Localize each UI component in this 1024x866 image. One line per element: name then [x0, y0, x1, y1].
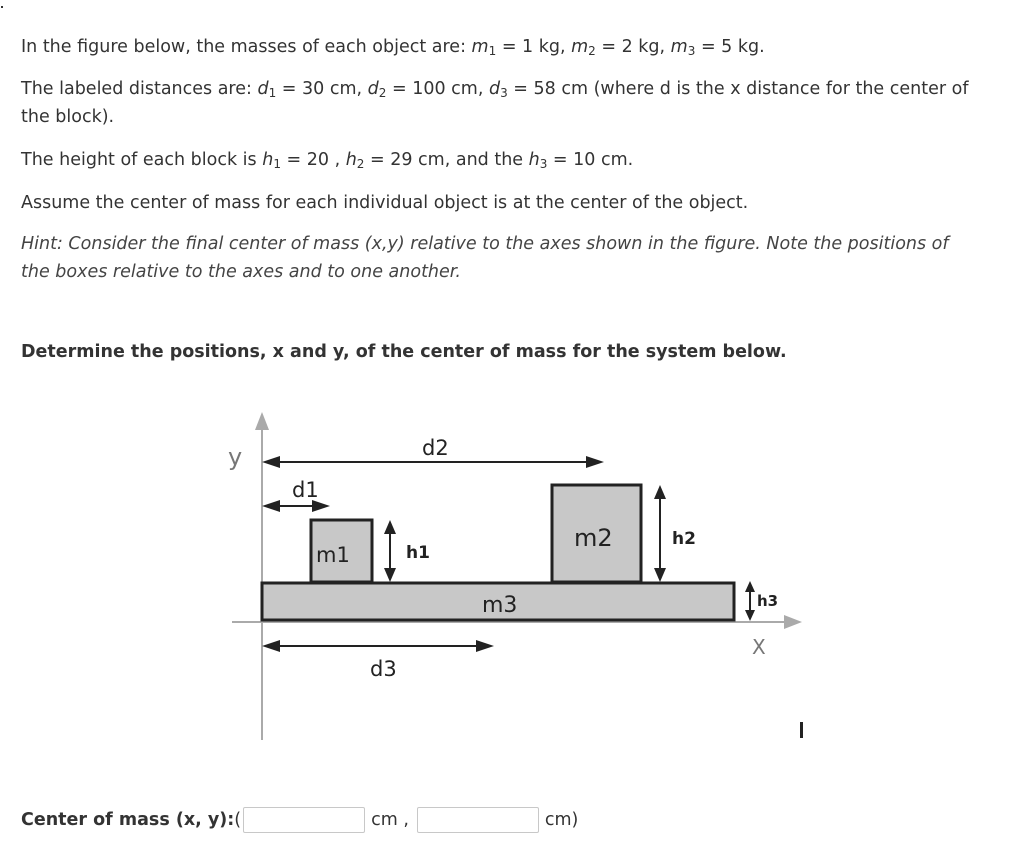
x-answer-input[interactable]: [243, 807, 365, 833]
x-axis-label: X: [752, 635, 766, 659]
masses-statement: In the figure below, the masses of each object are: $m_1 = 1$ kg, $m_2 = 2$ kg, $m_3 = 5$ kg.: [21, 37, 765, 58]
y-answer-input[interactable]: [417, 807, 539, 833]
m2-label: m2: [574, 524, 613, 552]
y-axis-label: y: [228, 443, 243, 471]
assumption-text: Assume the center of mass for each individual object is at the center of the object.: [21, 193, 749, 213]
answer-label: Center of mass (x, y):: [21, 810, 235, 830]
x-axis-arrowhead: [784, 615, 802, 629]
h3-label: h3: [757, 592, 779, 610]
m3-label: m3: [482, 593, 518, 618]
open-paren: (: [234, 810, 242, 830]
bullet-dot: [1, 6, 3, 8]
question-text: Determine the positions, x and y, of the center of mass for the system below.: [21, 342, 787, 362]
h1-label: h1: [406, 543, 430, 563]
distances-statement: The labeled distances are: $d_1 = 30$ cm, $d_2 = 100$ cm, $d_3 = 58$ cm (where d is the x distance for the center of the block).: [21, 79, 969, 127]
d1-label: d1: [292, 478, 319, 502]
heights-statement: The height of each block is $h_1 = 20$ , $h_2 = 29$ cm, and the $h_3 = 10$ cm.: [21, 150, 634, 171]
y-axis-arrowhead: [255, 412, 269, 430]
hint-text: Hint: Consider the final center of mass (x,y) relative to the axes shown in the figure. Note the positions of the boxes relative to the axes and to one another.: [21, 234, 949, 282]
d3-label: d3: [370, 657, 397, 681]
center-of-mass-figure: [220, 400, 820, 745]
m1-label: m1: [316, 543, 350, 567]
d2-label: d2: [422, 436, 449, 460]
y-unit: cm): [544, 810, 579, 830]
answer-row: [21, 805, 584, 835]
text-cursor: [800, 722, 803, 738]
x-unit: cm ,: [371, 810, 409, 830]
h2-label: h2: [672, 529, 696, 549]
